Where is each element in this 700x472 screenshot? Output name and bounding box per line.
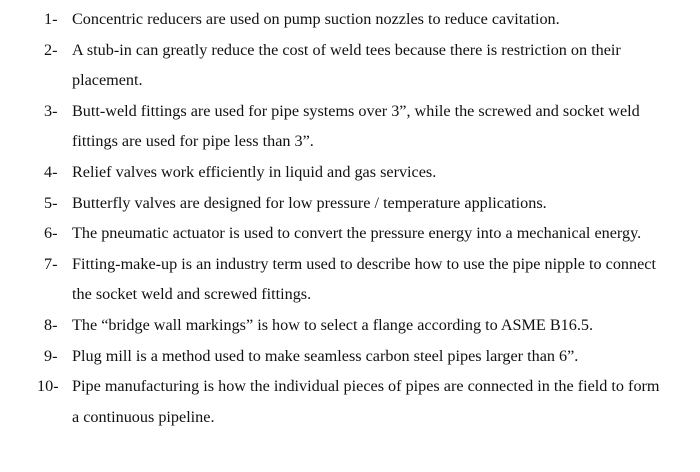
statement-number: 7-	[44, 254, 58, 273]
statement-item	[0, 157, 700, 188]
statement-number: 3-	[44, 101, 58, 120]
statement-item	[0, 310, 700, 341]
statement-item	[0, 341, 700, 372]
statement-number: 10-	[37, 377, 59, 396]
statement-item	[0, 218, 700, 249]
statement-item	[0, 371, 700, 432]
statement-text: The pneumatic actuator is used to convert the pressure energy into a mechanical energy.	[72, 224, 642, 243]
statement-number: 1-	[44, 10, 58, 28]
statement-item	[0, 35, 700, 96]
statement-text: Butterfly valves are designed for low pressure / temperature applications.	[72, 193, 547, 212]
statement-text: The “bridge wall markings” is how to select a flange according to ASME B16.5.	[72, 315, 594, 334]
statement-text: Fitting-make-up is an industry term used to describe how to use the pipe nipple to connect the socket weld and screwed fittings.	[72, 254, 656, 304]
statement-number: 8-	[44, 315, 58, 334]
statement-item	[0, 4, 700, 35]
statement-item	[0, 188, 700, 219]
statement-number: 5-	[44, 193, 58, 212]
statement-text: Relief valves work efficiently in liquid and gas services.	[72, 162, 437, 181]
statement-number: 2-	[44, 40, 58, 59]
statement-text: A stub-in can greatly reduce the cost of weld tees because there is restriction on their placement.	[72, 40, 621, 90]
statement-number: 4-	[44, 162, 58, 181]
statement-item	[0, 249, 700, 310]
statement-item	[0, 96, 700, 157]
statement-list	[0, 4, 700, 432]
statement-number: 6-	[44, 224, 58, 243]
statement-text: Concentric reducers are used on pump suction nozzles to reduce cavitation.	[72, 10, 560, 28]
statement-number: 9-	[44, 346, 58, 365]
statement-text: Butt-weld fittings are used for pipe systems over 3”, while the screwed and socket weld fittings are used for pipe less than 3”.	[72, 101, 640, 151]
statement-text: Plug mill is a method used to make seamless carbon steel pipes larger than 6”.	[72, 346, 579, 365]
statement-text: Pipe manufacturing is how the individual pieces of pipes are connected in the field to form a continuous pipeline.	[72, 377, 660, 426]
